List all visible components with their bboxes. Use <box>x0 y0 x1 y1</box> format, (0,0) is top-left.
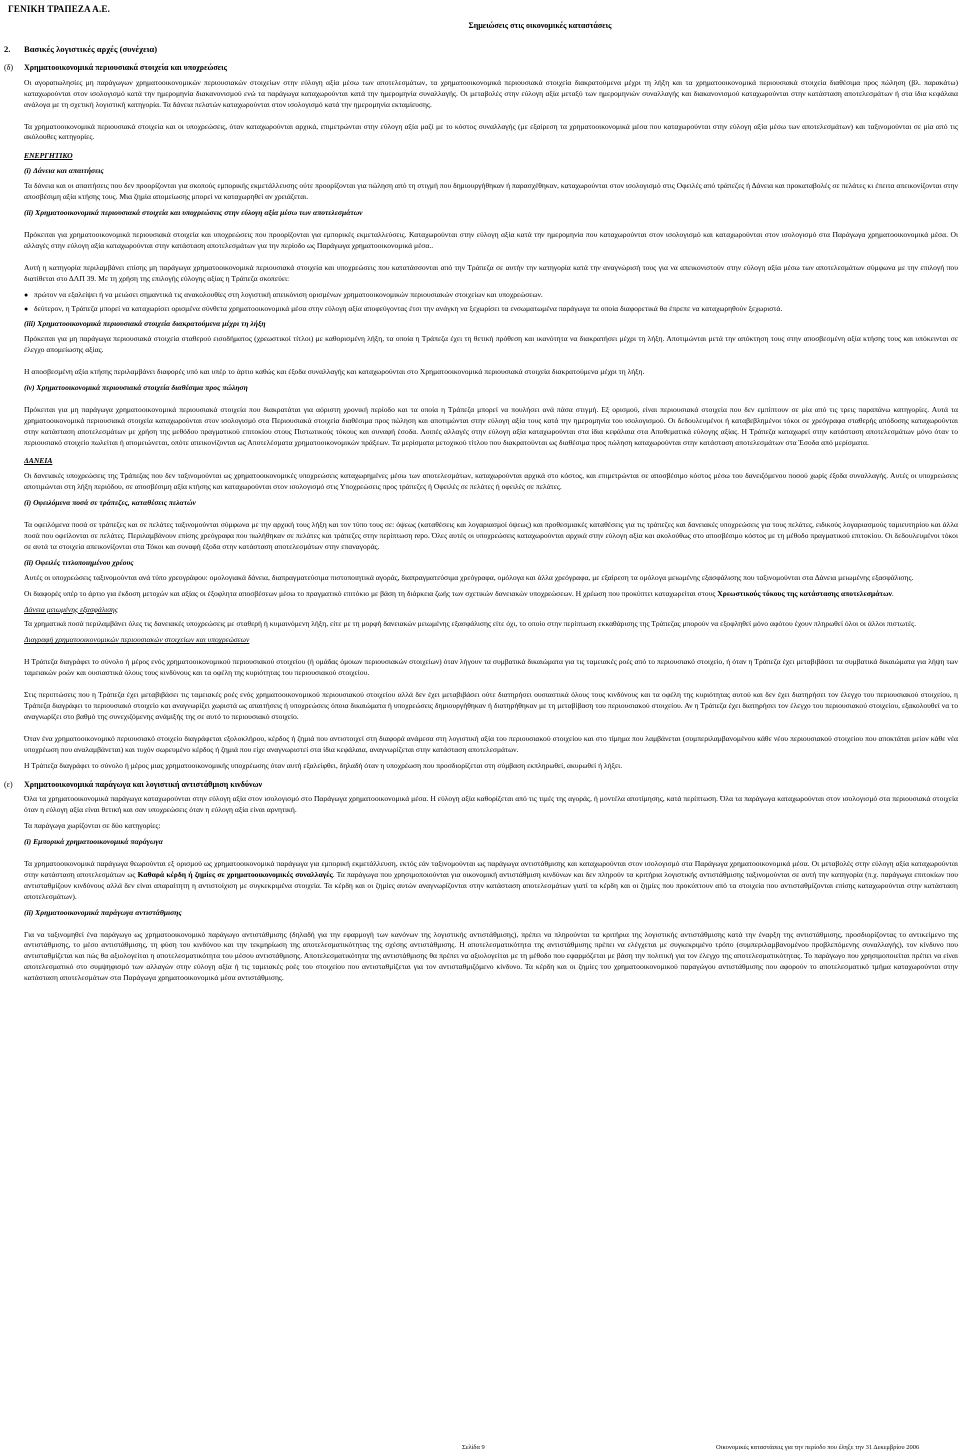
section-e-title: Χρηματοοικονομικά παράγωγα και λογιστική αντιστάθμιση κινδύνων <box>24 779 263 789</box>
subheading: (iii) Χρηματοοικονομικά περιουσιακά στοιχεία διακρατούμενα μέχρι τη λήξη <box>24 319 266 329</box>
section-d-label: (δ) <box>4 62 14 72</box>
company-name: ΓΕΝΙΚΗ ΤΡΑΠΕΖΑ Α.Ε. <box>8 4 111 14</box>
paragraph: Τα παράγωγα χωρίζονται σε δύο κατηγορίες: <box>24 821 161 831</box>
paragraph <box>24 589 958 600</box>
bullet-icon: ● <box>24 305 29 314</box>
bullet-text: δεύτερον, η Τράπεζα μπορεί να καταχωρίσει ορισμένα σύνθετα χρηματοοικονομικά μέσα στην εύλογη αξία αποφεύγοντας έτσι την ανάγκη να ξεχωρίσει τα ενσωματωμένα παράγωγα τα οποία διαφορετικά θα έπρεπε να καταχωρηθούν ξεχωριστά. <box>34 304 783 314</box>
main-heading-text: Βασικές λογιστικές αρχές (συνέχεια) <box>24 44 158 54</box>
paragraph: Αυτές οι υποχρεώσεις ταξινομούνται ανά τύπο χρεογράφου: ομολογιακά δάνεια, διαπραγματεύσιμα πιστοποιητικά αγοράς, διαπραγματεύσιμα χρεόγραφα, ομόλογα και άλλα χρεόγραφα, με εξαίρεση τα ομόλογα μειωμένης εξασφάλισης που ταξινομούνται στα Δάνεια μειωμένης εξασφάλισης. <box>24 572 914 582</box>
section-e-label: (ε) <box>4 779 13 789</box>
paragraph: Τα χρηματικά ποσά περιλαμβάνει όλες τις δανειακές υποχρεώσεις με σταθερή ή κυμαινόμενη λήξη, είτε με τη μορφή δανειακών μειωμένης εξασφάλισης είτε όχι, το οποίο στην περίπτωση εκκαθάρισης της Τράπεζας μπορούν να εξοφληθεί μόνο αφότου έχουν πληρωθεί όλοι οι άλλοι πιστωτές. <box>24 619 917 629</box>
paragraph-bold-text: Χρεωστικούς τόκους της κατάστασης αποτελεσμάτων <box>717 588 892 598</box>
loans-heading: ΔΑΝΕΙΑ <box>24 456 53 466</box>
paragraph: Η Τράπεζα διαγράφει το σύνολο ή μέρος μιας χρηματοοικονομικής υποχρέωσης όταν αυτή εξαλείφθει, δηλαδή όταν η υποχρέωση που προσδιορίζεται στη σύμβαση εκπληρωθεί, ακυρωθεί ή λήξει. <box>24 760 623 770</box>
subheading: (ii) Οφειλές τιτλοποιημένου χρέους <box>24 557 134 567</box>
subheading: (iv) Χρηματοοικονομικά περιουσιακά στοιχεία διαθέσιμα προς πώληση <box>24 382 248 392</box>
paragraph: Η αποσβεσμένη αξία κτήσης περιλαμβάνει διαφορές υπό και υπέρ το άρτιο καθώς και έξοδα συναλλαγής και καταχωρούνται στο Χρηματοοικονομικά περιουσιακά στοιχεία διακρατούμενα μέχρι τη λήξη. <box>24 367 645 377</box>
section-d-title: Χρηματοοικονομικά περιουσιακά στοιχεία και υποχρεώσεις <box>24 62 227 72</box>
paragraph: Πρόκειται για μη παράγωγα χρηματοοικονομικά περιουσιακά στοιχεία που διακρατάται για αόριστη χρονική περίοδο και τα οποία η Τράπεζα μπορεί να πουλήσει ανά πάσα στιγμή. Εξ ορισμού, είναι περιουσιακά στοιχεία που δεν εμπίπτουν σε μία από τις τρεις παραπάνω κατηγορίες. Αυτά τα χρηματοοικονομικά περιουσιακά στοιχεία καταχωρούνται στον ισολογισμό στα Περιουσιακά στοιχεία διαθέσιμα προς πώληση και αποτιμώνται στην εύλογη αξία τους κατά την ημερομηνία του ισολογισμού. Οι δεδουλευμένοι ή καταβεβλημένοι τόκοι σε χρεόγραφα σταθερής απόδοσης καταχωρούνται στην κατάσταση αποτελεσμάτων με χρήση της μεθόδου πραγματικού επιτοκίου στους Πιστωτικούς τόκους και συναφή έσοδα. Λοιπές αλλαγές στην εύλογη αξία καταχωρούνται στα ίδια κεφάλαια στα Αποθεματικά εύλογης αξίας. Η Τράπεζα καταχωρεί στην κατάσταση αποτελεσμάτων μόνο όταν το περιουσιακό στοιχείο πωλείται ή απομειώνεται, οπότε απεικονίζονται ως Αποτελέσματα χρηματοοικονομικών πράξεων. Τα μερίσματα μετοχικού τίτλου που διακρατούνται ως διαθέσιμα προς πώληση καταχωρούνται στην κατάσταση αποτελεσμάτων στα Έσοδα από μερίσματα. <box>24 404 958 447</box>
paragraph: Τα δάνεια και οι απαιτήσεις που δεν προορίζονται για σκοπούς εμπορικής εκμετάλλευσης ούτε προορίζονται για πώληση από τη στιγμή που δημιουργήθηκαν ή παρασχέθηκαν, καταχωρούνται στον ισολογισμό στις Οφειλές από τράπεζες ή Δάνεια και προκαταβολές σε πελάτες κι έπειτα απεικονίζονται στην αποσβέσιμη αξία κτήσης τους. Μια ζημία απομείωσης μπορεί να καταχωρηθεί αν χρειάζεται. <box>24 181 958 202</box>
section-e-heading <box>4 780 958 791</box>
subheading-underlined: Δάνεια μειωμένης εξασφάλισης <box>24 604 118 614</box>
paragraph: Οι δανειακές υποχρεώσεις της Τράπεζας που δεν ταξινομούνται ως χρηματοοικονομικές υποχρεώσεις καταχωρημένες μέσω των αποτελεσμάτων, καταχωρούνται αρχικά στο κόστος, και επιμετρώνται σε αποσβέσιμο κόστος μέσω του δανειζόμενου ποσού χωρίς έξοδα συναλλαγής. Αυτές οι υποχρεώσεις αποτιμώνται στη λήξη περιόδου, σε αποσβέσιμη αξία κτήσης και καταχωρούνται στον ισολογισμό στις Υποχρεώσεις προς τράπεζες ή Οφειλές σε πελάτες ή οφειλές σε πελάτες. <box>24 471 958 492</box>
assets-heading: ΕΝΕΡΓΗΤΙΚΟ <box>24 151 73 161</box>
paragraph: Πρόκειται για μη παράγωγα περιουσιακά στοιχεία σταθερού εισοδήματος (χρεωστικοί τίτλοι) με καθορισμένη λήξη, τα οποία η Τράπεζα έχει τη θετική πρόθεση και ικανότητα να διακρατήσει μέχρι τη λήξη. Αποτιμώνται μετά την απόκτηση τους στην αποσβεσμένη αξία κτήσης τους και υπόκεινται σε έλεγχο απομείωσης αξίας. <box>24 334 958 355</box>
paragraph: Τα οφειλόμενα ποσά σε τράπεζες και σε πελάτες ταξινομούνται σύμφωνα με την αρχική τους λήξη και τον τύπο τους σε: όψεως (καταθέσεις και λογαριασμοί όψεως) και προθεσμιακές καταθέσεις για τις τράπεζες και δανειακές υποχρεώσεις για τους πελάτες, ειδικούς λογαριασμούς ταμιευτηρίου και άλλα ποσά που οφείλονται σε πελάτες. Περιλαμβάνουν επίσης χρεόγραφα που πωλήθηκαν σε πελάτες και τράπεζες στην περίπτωση repo. Όλες αυτές οι υποχρεώσεις καταχωρούνται αρχικά στην εύλογη αξία και ακολούθως στο αποσβέσιμο κόστος με τη μέθοδο πραγματικού επιτοκίου. Οι δεδουλευμένοι τόκοι σε αυτά τα στοιχεία απεικονίζονται στα Τόκοι και συναφή έξοδα στην κατάσταση αποτελεσμάτων στην επαναγοράς. <box>24 520 958 551</box>
bullet-item <box>24 304 958 315</box>
paragraph: Τα χρηματοοικονομικά περιουσιακά στοιχεία και οι υποχρεώσεις, όταν καταχωρούνται αρχικά, επιμετρώνται στην εύλογη αξία μαζί με το κόστος συναλλαγής (με εξαίρεση τα χρηματοοικονομικά μέσα που καταχωρούνται στην εύλογη αξία μέσω των αποτελεσμάτων) και ταξινομούνται σε μία από τις ακόλουθες κατηγορίες. <box>24 121 958 142</box>
main-heading <box>4 44 958 55</box>
page-number: Σελίδα 9 <box>462 1444 485 1451</box>
paragraph-text: . Τα παράγωγα που χρησιμοποιούνται για οικονομική αντιστάθμιση κινδύνων και δεν πληρούν τα κριτήρια λογιστικής αντιστάθμισης ταξινομούνται σε αυτή την κατηγορία (π.χ. παράγωγα επιτοκίων που αντισταθμίζουν κινδύνους αλλά δεν είναι απαραίτητη η αντιστοίχιση με συγκεκριμένα στοιχεία. Τα κέρδη και οι ζημίες αυτών αναγνωρίζονται στην κατάσταση αποτελεσμάτων γιατί τα κέρδη και οι ζημίες που προκύπτουν από τα στοιχεία που αντισταθμίζονται επίσης καταχωρούνται στην κατάσταση αποτελεσμάτων). <box>24 869 959 901</box>
paragraph: Πρόκειται για χρηματοοικονομικά περιουσιακά στοιχεία και υποχρεώσεις που προορίζονται για εμπορικές εκμεταλλεύσεις. Καταχωρούνται στην εύλογη αξία κατά την ημερομηνία που καταχωρούνται στον ισολογισμό και καταχωρούνται στον ισολογισμό στα Παράγωγα χρηματοοικονομικά μέσα. Οι αλλαγές στην εύλογη αξία καταχωρούνται στην κατάσταση αποτελεσμάτων για την περίοδο ως Παράγωγα χρηματοοικονομικά μέσα.. <box>24 229 958 250</box>
paragraph: Για να ταξινομηθεί ένα παράγωγο ως χρηματοοικονομικό παράγωγο αντιστάθμισης (δηλαδή για την εφαρμογή των κανόνων της λογιστικής αντιστάθμισης), πρέπει να πληρούνται τα κριτήρια της λογιστικής αντιστάθμισης κατά την έναρξη της αντιστάθμισης, προσδιορίζοντας το αντικείμενο της αντιστάθμισης, το μέσο αντιστάθμισης, τη φύση του κινδύνου και την τεκμηρίωση της αποτελεσματικότητας της σχέσης αντιστάθμισης. Η αποτελεσματικότητα της αντιστάθμισης πρέπει να ελέγχεται με συγκεκριμένο τρόπο (συμπεριλαμβανομένου προβλεπόμενης συναλλαγής), τον κίνδυνο που αντισταθμίζεται και πώς θα αξιολογείται η αποτελεσματικότητα του μέσου αντιστάθμισης. Αποτελεσματικότητα της αντιστάθμισης θα πρέπει να αξιολογείται με τη μέθοδο που εφαρμόζεται με βάση την πολιτική για τον έλεγχο της αποτελεσματικότητας. Το παράγωγο που χρησιμοποιείται πρέπει να είναι αποτελεσματικό στο συμψηφισμό των αλλαγών στην εύλογη αξία ή τις ταμειακές ροές του στοιχείου που αντισταθμίζεται για τον αντισταθμιζόμενο κίνδυνο. Τα κέρδη και οι ζημίες του χρηματοοικονομικού παραγώγου αντιστάθμισης που αφορούν το αποτελεσματικό τμήμα καταχωρούνται στην κατάσταση αποτελεσμάτων στα Παράγωγα χρηματοοικονομικά μέσα αντιστάθμισης. <box>24 929 958 983</box>
paragraph-bold-text: Καθαρά κέρδη ή ζημίες σε χρηματοοικονομικές συναλλαγές <box>137 869 333 879</box>
paragraph-text: Τα χρηματοοικονομικά παράγωγα θεωρούνται εξ ορισμού ως χρηματοοικονομικά παράγωγα για εμπορική εκμετάλλευση, εκτός εάν ταξινομούνται ως παράγωγα αντιστάθμισης και καταχωρούνται στον ισολογισμό στα Παράγωγα χρηματοοικονομικά μέσα. Οι μεταβολές στην εύλογη αξία καταχωρούνται στην κατάσταση αποτελεσμάτων ως <box>24 859 958 879</box>
paragraph: Η Τράπεζα διαγράφει το σύνολο ή μέρος ενός χρηματοοικονομικού περιουσιακού στοιχείου (ή ομάδας όμοιων περιουσιακών στοιχείων) όταν λήγουν τα συμβατικά δικαιώματα για τις ταμειακές ροές από το περιουσιακό στοιχείο, ή όταν η Τράπεζα έχει μεταβιβάσει τα συμβατικά δικαιώματα για λήψη των ταμειακών ροών και ουσιαστικά όλους τους κινδύνους και τα οφέλη της κυριότητας του περιουσιακού στοιχείου. <box>24 657 958 678</box>
notes-content <box>4 44 959 989</box>
paragraph: Στις περιπτώσεις που η Τράπεζα έχει μεταβιβάσει τις ταμειακές ροές ενός χρηματοοικονομικού περιουσιακού στοιχείου αλλά δεν έχει μεταβιβάσει ούτε διατηρήσει ουσιαστικά όλους τους κινδύνους και τα οφέλη της κυριότητας αυτού και δεν έχει διατηρήσει τον έλεγχο του περιουσιακού στοιχείου, η Τράπεζα διαγράφει το περιουσιακό στοιχείο και αναγνωρίζει χωριστά ως απαιτήσεις ή υποχρεώσεις όποια δικαιώματα ή υποχρεώσεις δημιουργήθηκαν ή διατηρήθηκαν με τη μεταβίβαση του περιουσιακού στοιχείου. Αν η Τράπεζα έχει διατηρήσει τον έλεγχο του περιουσιακού στοιχείου, εξακολουθεί να το αναγνωρίζει στο βαθμό της συνεχιζόμενης ανάμιξής της σε αυτό το περιουσιακό στοιχείο. <box>24 690 958 721</box>
bullet-text: πρώτον να εξαλείψει ή να μειώσει σημαντικά τις ανακολουθίες στη λογιστική απεικόνιση ορισμένων χρηματοοικονομικών περιουσιακών στοιχείων και υποχρεώσεων. <box>34 289 543 299</box>
paragraph: Αυτή η κατηγορία περιλαμβάνει επίσης μη παράγωγα χρηματοοικονομικά περιουσιακά στοιχεία και υποχρεώσεις που κατατάσσονται από την Τράπεζα σε αυτήν την κατηγορία κατά την αναγνώρισή τους για να απεικονιστούν στην εύλογη αξία μέσω των αποτελεσμάτων σύμφωνα με την επιλογή που διατίθεται στο ΔΛΠ 39. Με τη χρήση της επιλογής εύλογης αξίας η Τράπεζα σκοπεύει: <box>24 262 958 283</box>
footer-note: Οικονομικές καταστάσεις για την περίοδο που έληξε την 31 Δεκεμβρίου 2006 <box>716 1444 920 1451</box>
main-heading-number: 2. <box>4 44 11 54</box>
section-title: Σημειώσεις στις οικονομικές καταστάσεις <box>468 21 612 30</box>
subheading: (i) Εμπορικά χρηματοοικονομικά παράγωγα <box>24 837 163 847</box>
bullet-item <box>24 290 958 301</box>
paragraph: Οι αγοραπωλησίες μη παράγωγων χρηματοοικονομικών περιουσιακών στοιχείων στην εύλογη αξία μέσω των αποτελεσμάτων, τα χρηματοοικονομικά περιουσιακά στοιχεία διακρατούμενα μέχρι τη λήξη και τα χρηματοοικονομικά περιουσιακά στοιχεία διαθέσιμα προς πώληση (βλ. παρακάτω) καταχωρούνται στον ισολογισμό κατά την ημερομηνία διακανονισμού ενώ τα παράγωγα καταχωρούνται κατά την ημερομηνία συναλλαγής. Οι μεταβολές στην εύλογη αξία μεταξύ των ημερομηνιών συναλλαγής και διακανονισμού καταχωρούνται στην κατάσταση αποτελεσμάτων ή στα ίδια κεφάλαια ανάλογα με τη σχετική λογιστική κατηγορία. Τα δάνεια πελατών καταχωρούνται στον ισολογισμό κατά την ημερομηνία εκταμίευσης. <box>24 77 958 109</box>
subheading: (i) Οφειλόμενα ποσά σε τράπεζες, καταθέσεις πελατών <box>24 498 196 508</box>
paragraph <box>24 859 958 903</box>
subheading: (ii) Χρηματοοικονομικά περιουσιακά στοιχεία και υποχρεώσεις στην εύλογη αξία μέσω των αποτελεσμάτων <box>24 207 363 217</box>
subheading-underlined: Διαγραφή χρηματοοικονομικών περιουσιακών στοιχείων και υποχρεώσεων <box>24 635 250 645</box>
bullet-icon: ● <box>24 290 29 299</box>
paragraph-text: Οι διαφορές υπέρ το άρτιο για έκδοση μετοχών και αξίας οι έξοφλητα αποσβέσεων μέσω το πραγματικό επιτόκιο με βάση τη διάρκεια ζωής των σχετικών δανειακών υποχρεώσεων. Η χρέωση που προκύπτει καταχωρείται στους <box>24 588 718 598</box>
paragraph: Όταν ένα χρηματοοικονομικό περιουσιακό στοιχείο διαγράφεται εξολοκλήρου, κέρδος ή ζημιά που αντιστοιχεί στη διαφορά ανάμεσα στη λογιστική αξία του περιουσιακού στοιχείου και στο τίμημα που λαμβάνεται (συμπεριλαμβανομένου κάθε νέου περιουσιακού στοιχείου που αποκτάται μείον κάθε νέα υποχρέωση που αναλαμβάνεται) και τυχόν σωρευμένο κέρδος ή ζημιά που είχε αναγνωριστεί στα ίδια κεφάλαια, αναγνωρίζεται στην κατάσταση αποτελεσμάτων. <box>24 733 958 754</box>
paragraph: Όλα τα χρηματοοικονομικά παράγωγα καταχωρούνται στην εύλογη αξία στον ισολογισμό στο Παράγωγα χρηματοοικονομικά μέσα. Η εύλογη αξία καθορίζεται από τις τιμές της αγοράς, ή μοντέλα αποτίμησης, κατά περίπτωση. Όλα τα παράγωγα καταχωρούνται στον ισολογισμό στα περιουσιακά στοιχεία όταν η εύλογη αξία είναι θετική και σαν υποχρεώσεις όταν η εύλογη αξία είναι αρνητική. <box>24 794 958 815</box>
paragraph-text: . <box>891 588 894 598</box>
subheading: (ii) Χρηματοοικονομικά παράγωγα αντιστάθμισης <box>24 907 182 917</box>
section-d-heading <box>4 63 958 74</box>
subheading: (i) Δάνεια και απαιτήσεις <box>24 166 104 176</box>
